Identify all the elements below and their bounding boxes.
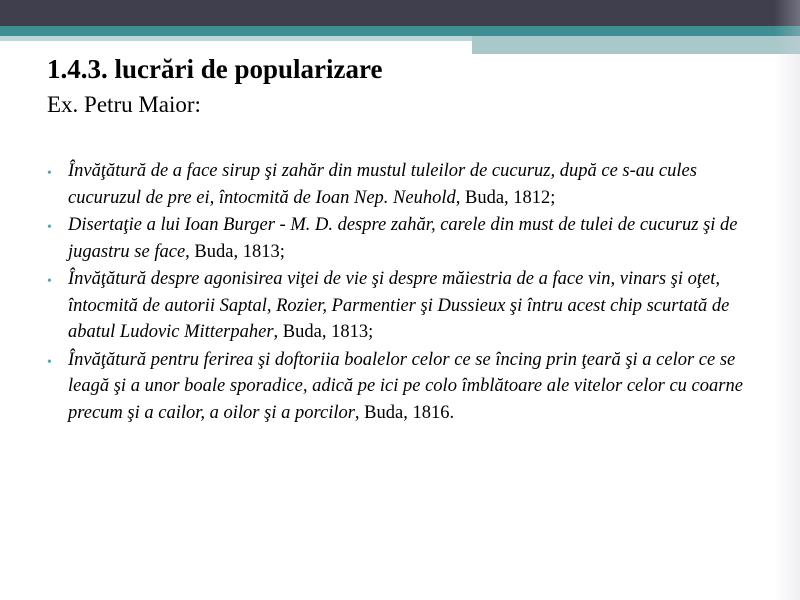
work-imprint: , Buda, 1813; [273, 322, 374, 342]
work-title: Învăţătură despre agonisirea viţei de vie şi despre măiestria de a face vin, vinars şi oţet, întocmită de autorii Saptal, Rozier, Parmentier şi Dussieux şi întru acest chip scurtată de abatul Ludovic Mitterpaher [68, 269, 730, 342]
slide-title: 1.4.3. lucrări de popularizare [47, 54, 383, 84]
slide-subtitle: Ex. Petru Maior: [47, 92, 201, 117]
work-imprint: , Buda, 1813; [185, 241, 285, 262]
bullet-item-4 [47, 347, 747, 427]
bullet-list [47, 158, 747, 427]
header-band-teal [0, 26, 800, 36]
work-imprint: , Buda, 1812; [455, 187, 556, 208]
bullet-icon: • [47, 354, 52, 370]
edge-shadow [774, 0, 800, 600]
work-imprint: , Buda, 1816. [354, 402, 455, 423]
bullet-icon: • [47, 220, 52, 235]
bullet-item-3 [47, 266, 747, 346]
work-title: Învăţătură pentru ferirea şi doftoriia boalelor celor ce se încing prin ţeară şi a celor ce se leagă şi a unor boale sporadice, adică pe ici pe colo îmblătoare ale vitelor celor cu coarne precum şi a cailor, a oilor şi a porcilor [68, 349, 743, 423]
bullet-icon: • [47, 166, 52, 181]
header-band-gap [0, 41, 472, 54]
work-title: Disertaţie a lui Ioan Burger - M. D. despre zahăr, carele din must de tulei de cucuruz şi de jugastru se face [68, 215, 738, 262]
header-band-light-right [472, 36, 800, 54]
bullet-item-1 [47, 158, 747, 211]
bullet-item-2 [47, 212, 747, 265]
bullet-icon: • [47, 274, 52, 289]
header-band-dark [0, 0, 800, 26]
work-title: Învăţătură de a face sirup şi zahăr din mustul tuleilor de cucuruz, după ce s-au cules cucuruzul de pre ei, întocmită de Ioan Nep. Neuhold [68, 161, 697, 208]
